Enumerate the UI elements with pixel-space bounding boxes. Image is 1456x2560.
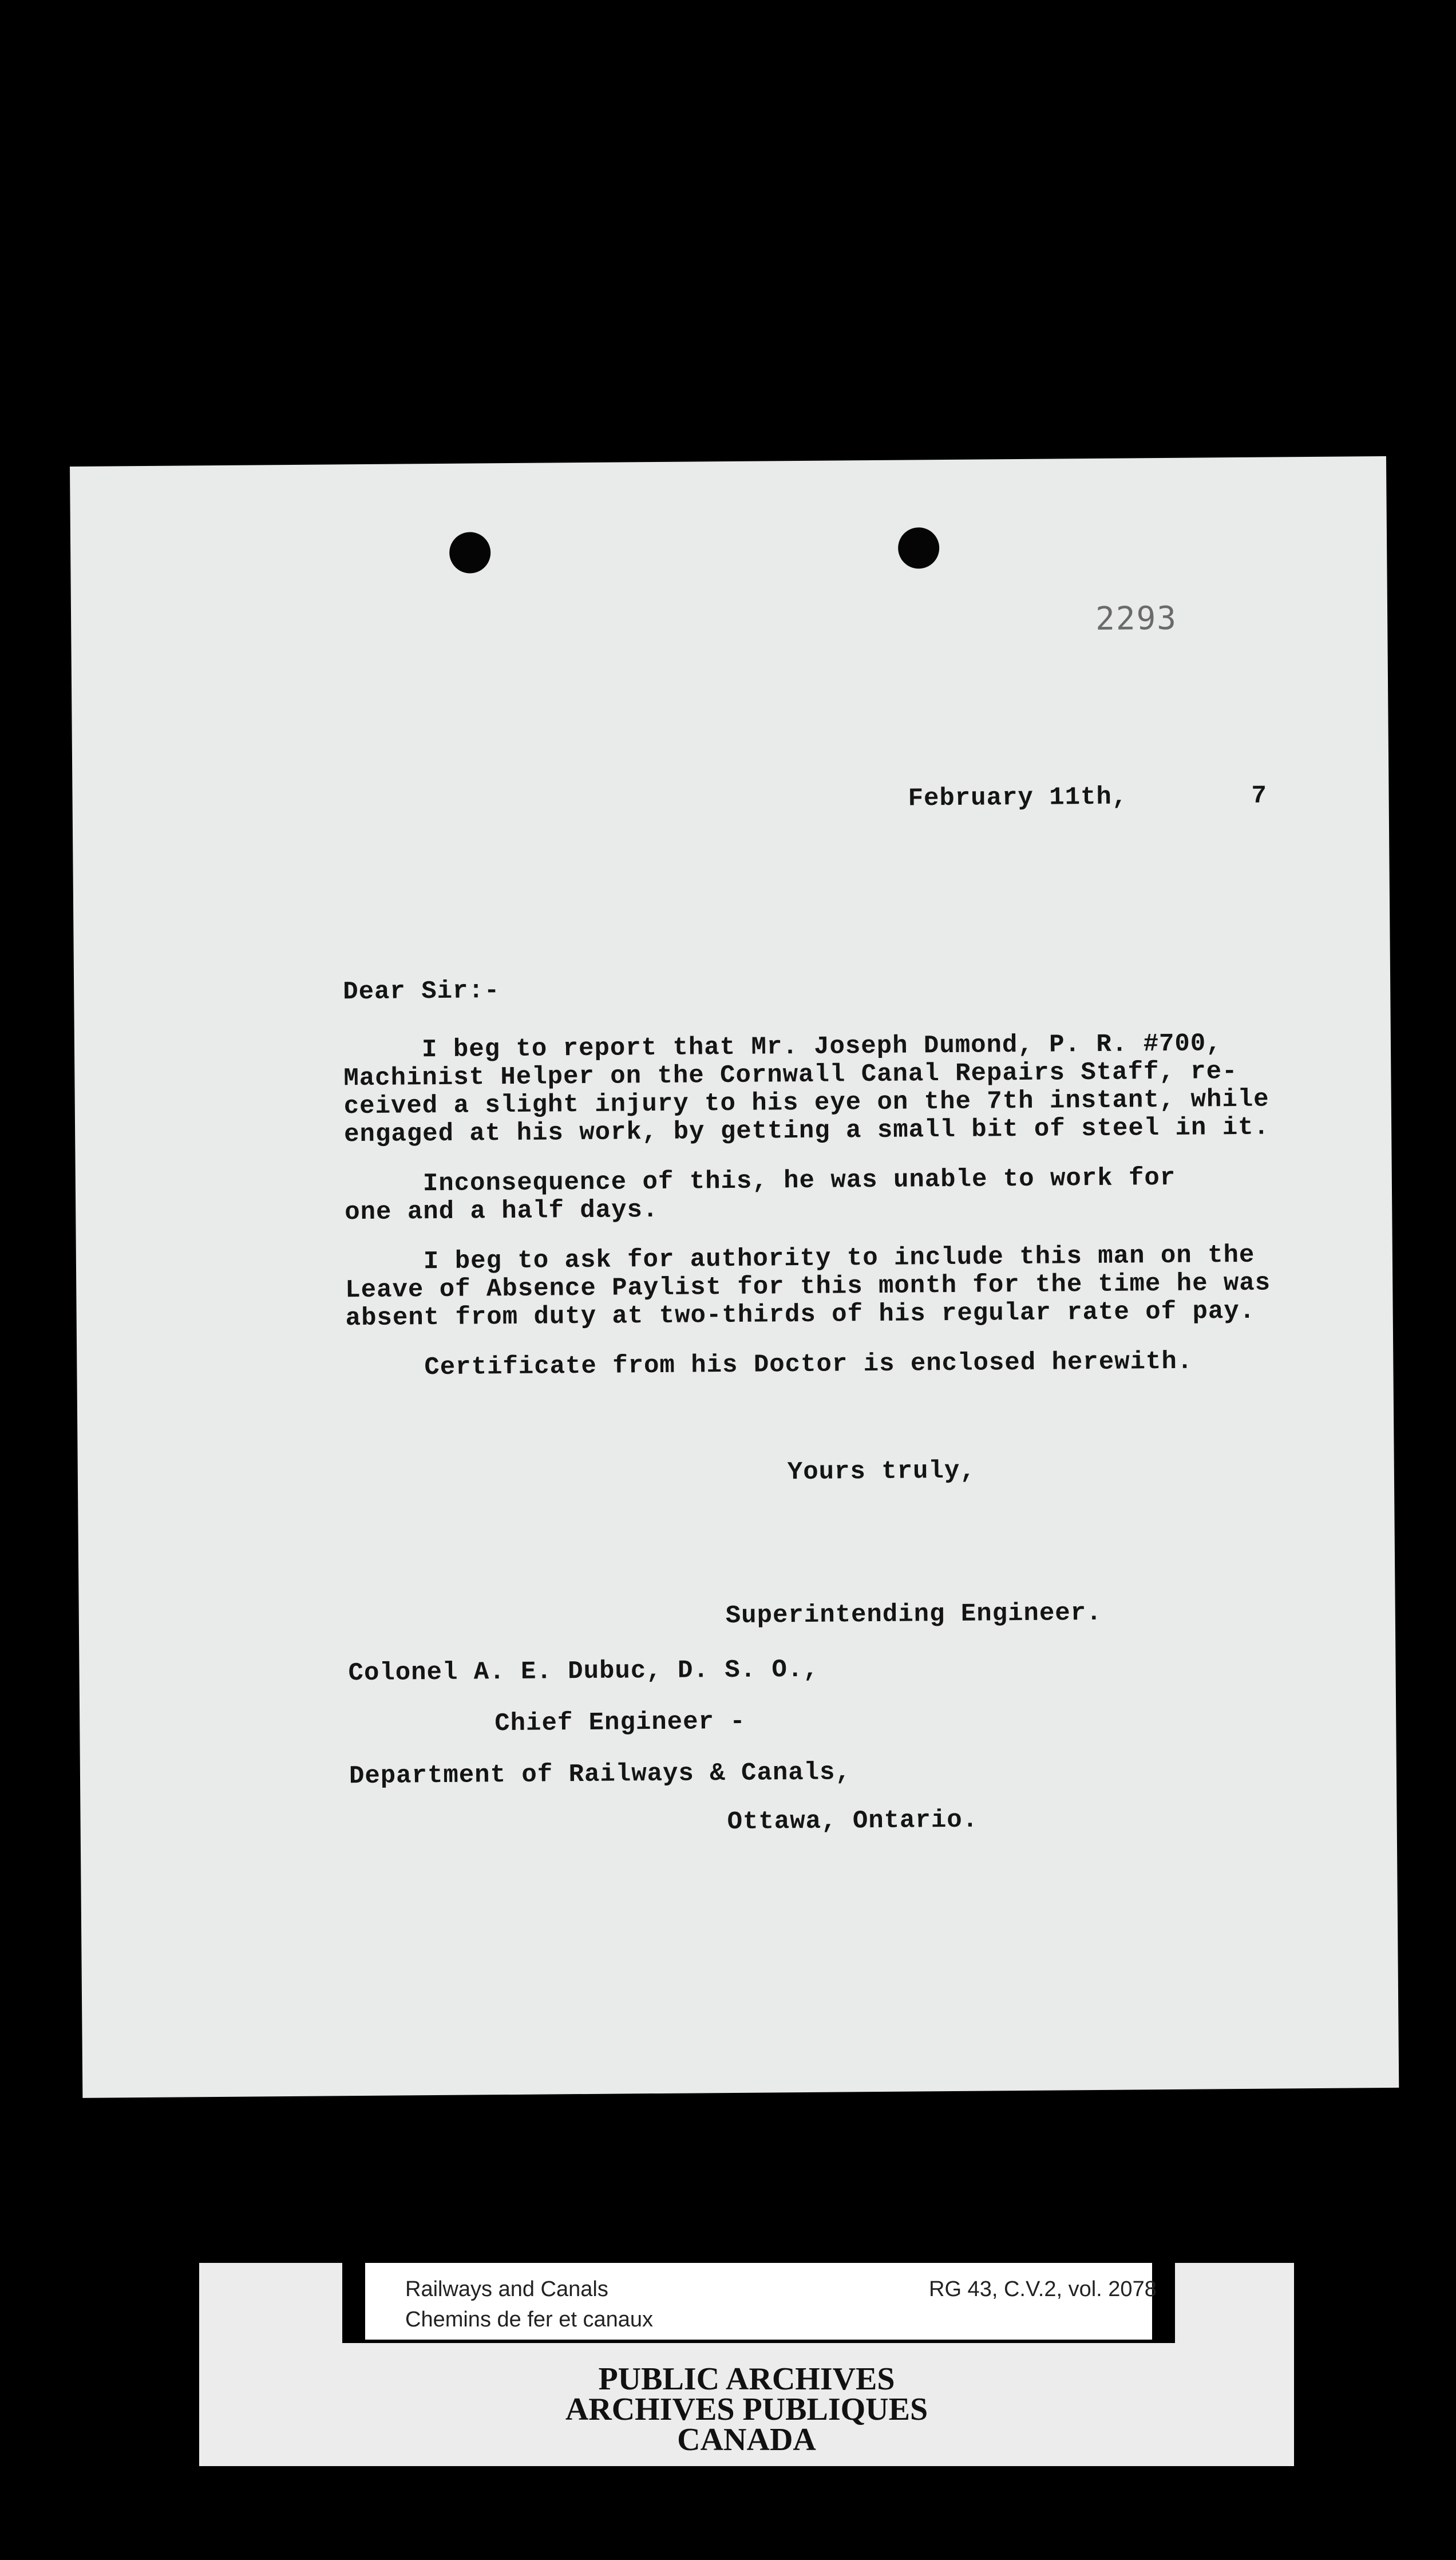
- archive-title-english: PUBLIC ARCHIVES: [598, 2361, 895, 2397]
- letter-page: [70, 456, 1399, 2098]
- department-french: Chemins de fer et canaux: [405, 2308, 654, 2332]
- body-line: Certificate from his Doctor is enclosed herewith.: [346, 1347, 1193, 1383]
- addressee-department: Department of Railways & Canals,: [349, 1758, 852, 1791]
- body-line: ceived a slight injury to his eye on the 7th instant, while: [343, 1085, 1269, 1121]
- addressee-name: Colonel A. E. Dubuc, D. S. O.,: [348, 1655, 819, 1688]
- body-line: I beg to ask for authority to include this man on the: [345, 1241, 1255, 1277]
- body-line: Machinist Helper on the Cornwall Canal Repairs Staff, re-: [343, 1057, 1238, 1093]
- punch-hole-left: [449, 532, 491, 574]
- archive-title-french: ARCHIVES PUBLIQUES: [565, 2392, 928, 2427]
- salutation: Dear Sir:-: [343, 977, 500, 1007]
- body-line: engaged at his work, by getting a small bit of steel in it.: [343, 1113, 1270, 1149]
- file-stamp-number: 2293: [1095, 599, 1178, 638]
- body-line: absent from duty at two-thirds of his regular rate of pay.: [345, 1297, 1256, 1333]
- body-line: I beg to report that Mr. Joseph Dumond, P. R. #700,: [343, 1029, 1222, 1065]
- department-english: Railways and Canals: [405, 2277, 608, 2301]
- closing: Yours truly,: [787, 1456, 976, 1487]
- reference-box: [342, 2263, 1175, 2343]
- body-line: one and a half days.: [345, 1195, 659, 1227]
- body-line: Inconsequence of this, he was unable to work for: [344, 1163, 1176, 1199]
- addressee-title: Chief Engineer -: [494, 1707, 746, 1739]
- addressee-city: Ottawa, Ontario.: [727, 1806, 979, 1837]
- archive-country: CANADA: [677, 2422, 816, 2458]
- archive-reference: RG 43, C.V.2, vol. 2078: [929, 2277, 1157, 2301]
- letter-date: February 11th,: [908, 783, 1128, 813]
- archive-label: [199, 2263, 1294, 2466]
- punch-hole-right: [898, 527, 940, 569]
- signature-title: Superintending Engineer.: [725, 1598, 1102, 1631]
- letter-body: [343, 1030, 1272, 1383]
- body-line: Leave of Absence Paylist for this month for the time he was: [345, 1269, 1271, 1305]
- date-year-mark: 7: [1251, 781, 1268, 811]
